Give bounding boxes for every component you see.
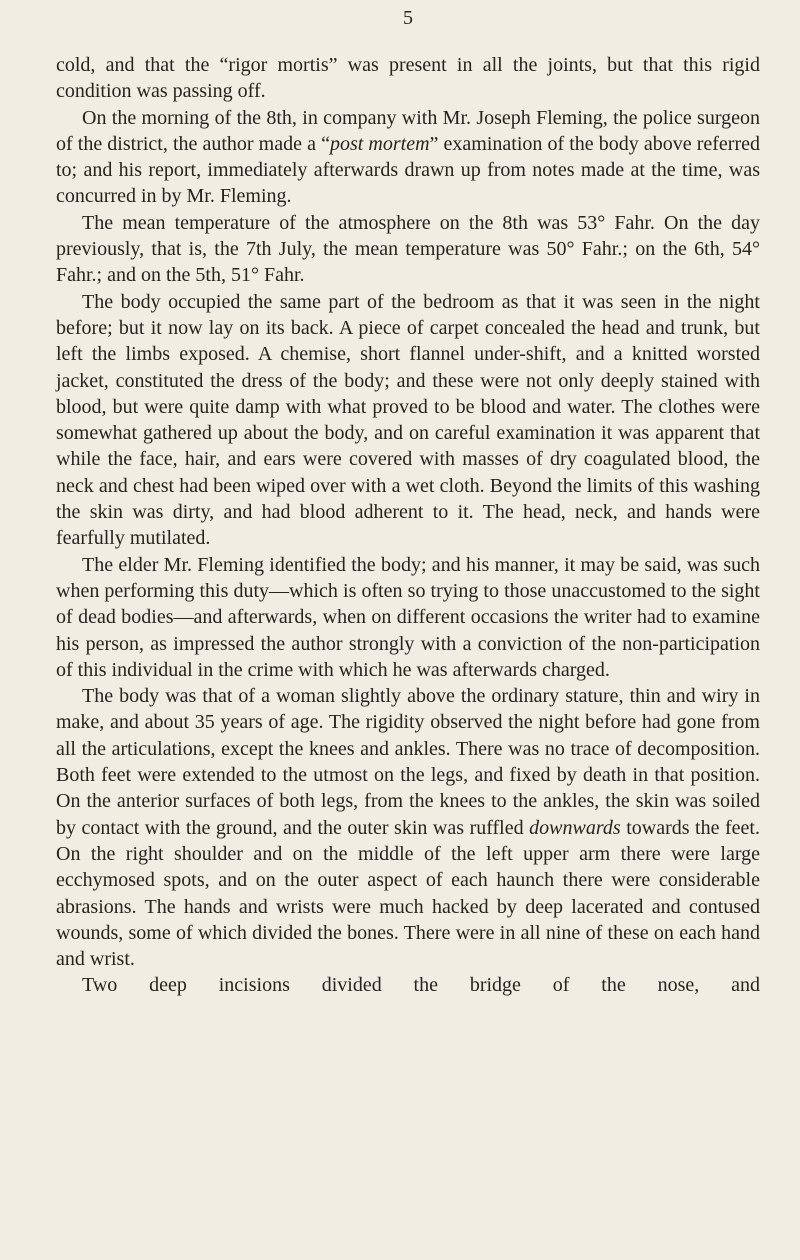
body-text <box>56 52 760 999</box>
page-number: 5 <box>403 7 413 29</box>
text-run: ” examination of the body above referred to; and his report, immediately afterwards drawn up from notes made at the time, was concurred in by Mr. Fleming. <box>56 132 761 208</box>
paragraph <box>56 52 760 105</box>
italic-text: downwards <box>529 816 621 839</box>
text-run: Two deep incisions divided the bridge of the nose, and <box>82 974 760 997</box>
text-run: The body was that of a woman slightly above the ordinary stature, thin and wiry in make, and about 35 years of age. The rigidity observed the night before had gone from all the articulations, except the knees and ankles. There was no trace of decomposition. Both feet were extended to the utmost on the legs, and fixed by death in that position. On the anterior surfaces of both legs, from the knees to the ankles, the skin was soiled by contact with the ground, and the outer skin was ruffled <box>56 685 760 839</box>
text-run: The body occupied the same part of the bedroom as that it was seen in the night before; but it now lay on its back. A piece of carpet concealed the head and trunk, but left the limbs exposed. A chemise, short flannel under-shift, and a knitted worsted jacket, constituted the dress of the body; and these were not only deeply stained with blood, but were quite damp with what proved to be blood and water. The clothes were somewhat gathered up about the body, and on careful examination it was apparent that while the face, hair, and ears were covered with masses of dry coagulated blood, the neck and chest had been wiped over with a wet cloth. Beyond the limits of this washing the skin was dirty, and had blood adherent to it. The head, neck, and hands were fearfully mutilated. <box>56 290 760 550</box>
paragraph <box>56 552 760 683</box>
text-run: The elder Mr. Fleming identified the body; and his manner, it may be said, was such when performing this duty—which is often so trying to those unaccustomed to the sight of dead bodies—and afterwards, when on different occasions the writer had to examine his person, as impressed the author strongly with a conviction of the non-participation of this individual in the crime with which he was afterwards charged. <box>56 553 760 681</box>
italic-text: post mortem <box>329 132 430 155</box>
text-run: towards the feet. On the right shoulder and on the middle of the left upper arm there were large ecchymosed spots, and on the outer aspect of each haunch there were considerable abrasions. The hands and wrists were much hacked by deep lacerated and contused wounds, some of which divided the bones. There were in all nine of these on each hand and wrist. <box>56 816 760 971</box>
paragraph <box>56 105 760 210</box>
text-run: On the morning of the 8th, in company with Mr. Joseph Fleming, the police surgeon of the district, the author made a “ <box>56 106 760 155</box>
paragraph <box>56 972 760 998</box>
paragraph <box>56 289 760 552</box>
text-run: cold, and that the “rigor mortis” was present in all the joints, but that this rigid condition was passing off. <box>56 54 760 103</box>
paragraph <box>56 210 760 289</box>
text-run: The mean temperature of the atmosphere on the 8th was 53° Fahr. On the day previously, that is, the 7th July, the mean temperature was 50° Fahr.; on the 6th, 54° Fahr.; and on the 5th, 51° Fahr. <box>56 211 760 287</box>
paragraph <box>56 683 760 972</box>
